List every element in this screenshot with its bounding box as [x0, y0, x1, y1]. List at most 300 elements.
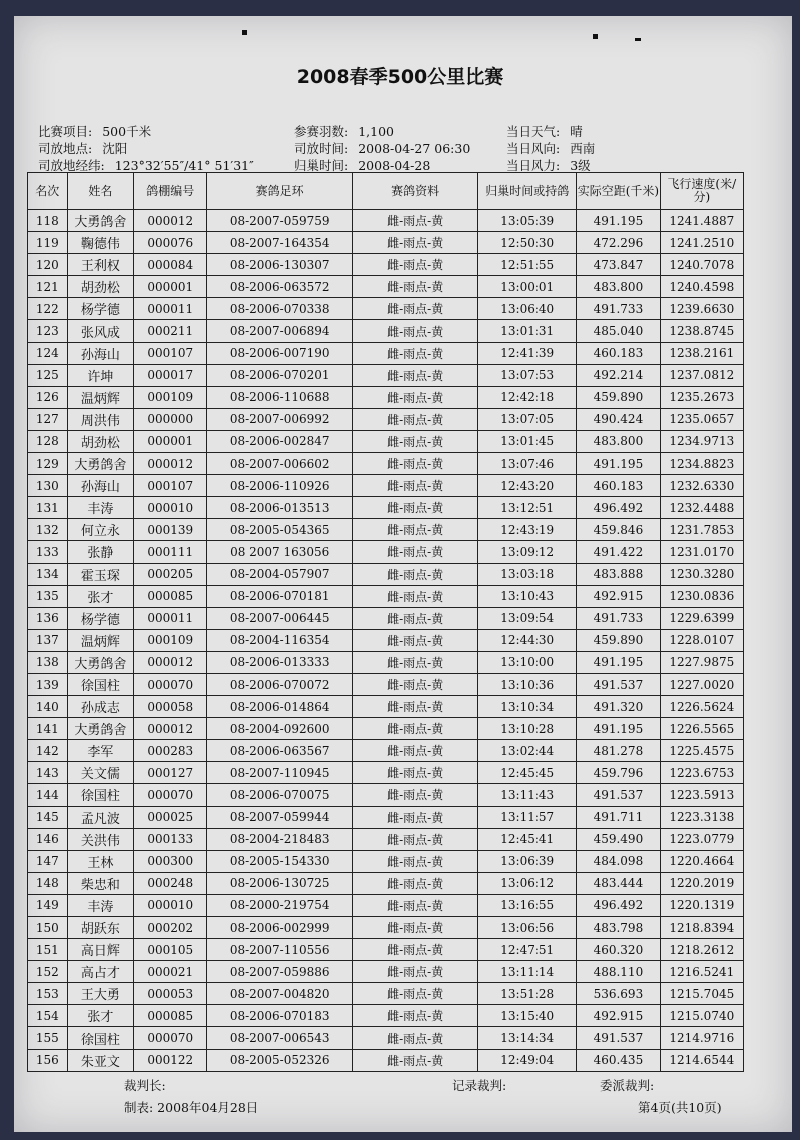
table-cell: 12:41:39: [478, 342, 577, 364]
table-row: [28, 917, 744, 939]
column-header: 姓名: [67, 173, 134, 210]
table-cell: 雌-雨点-黄: [353, 232, 478, 254]
table-cell: 08-2007-006602: [207, 453, 353, 475]
table-cell: 13:10:36: [478, 673, 577, 695]
table-cell: 460.183: [577, 342, 660, 364]
table-cell: 491.195: [577, 453, 660, 475]
table-cell: 12:51:55: [478, 254, 577, 276]
table-cell: 大勇鸽舍: [67, 210, 134, 232]
table-cell: 雌-雨点-黄: [353, 784, 478, 806]
table-cell: 雌-雨点-黄: [353, 894, 478, 916]
table-cell: 000058: [134, 696, 207, 718]
table-cell: 13:07:53: [478, 364, 577, 386]
table-cell: 492.915: [577, 585, 660, 607]
table-cell: 1239.6630: [660, 298, 743, 320]
table-cell: 08-2006-110926: [207, 475, 353, 497]
column-header: 名次: [28, 173, 68, 210]
table-cell: 484.098: [577, 850, 660, 872]
table-cell: 08-2006-070183: [207, 1005, 353, 1027]
table-cell: 135: [28, 585, 68, 607]
table-cell: 000025: [134, 806, 207, 828]
table-cell: 08-2007-164354: [207, 232, 353, 254]
table-row: [28, 320, 744, 342]
table-cell: 492.915: [577, 1005, 660, 1027]
table-cell: 胡劲松: [67, 430, 134, 452]
table-cell: 139: [28, 673, 68, 695]
column-header: 鸽棚编号: [134, 173, 207, 210]
table-cell: 490.424: [577, 408, 660, 430]
table-cell: 1232.4488: [660, 497, 743, 519]
table-cell: 483.800: [577, 430, 660, 452]
table-cell: 雌-雨点-黄: [353, 740, 478, 762]
table-cell: 雌-雨点-黄: [353, 961, 478, 983]
table-cell: 000107: [134, 342, 207, 364]
table-row: [28, 607, 744, 629]
table-row: [28, 651, 744, 673]
table-cell: 雌-雨点-黄: [353, 497, 478, 519]
table-cell: 徐国柱: [67, 784, 134, 806]
table-cell: 496.492: [577, 497, 660, 519]
table-cell: 460.320: [577, 939, 660, 961]
table-cell: 1230.3280: [660, 563, 743, 585]
table-cell: 08-2004-218483: [207, 828, 353, 850]
table-cell: 000053: [134, 983, 207, 1005]
scan-mark: [242, 30, 247, 35]
table-cell: 483.888: [577, 563, 660, 585]
table-cell: 143: [28, 762, 68, 784]
table-cell: 000001: [134, 276, 207, 298]
table-cell: 000085: [134, 585, 207, 607]
table-row: [28, 1049, 744, 1071]
table-cell: 000202: [134, 917, 207, 939]
column-header: 赛鸽足环: [207, 173, 353, 210]
table-cell: 08-2007-006992: [207, 408, 353, 430]
table-cell: 大勇鸽舍: [67, 453, 134, 475]
table-cell: 高占才: [67, 961, 134, 983]
table-cell: 1235.0657: [660, 408, 743, 430]
table-cell: 136: [28, 607, 68, 629]
table-cell: 李军: [67, 740, 134, 762]
table-cell: 118: [28, 210, 68, 232]
table-cell: 08-2007-110556: [207, 939, 353, 961]
table-cell: 460.435: [577, 1049, 660, 1071]
table-cell: 08-2004-057907: [207, 563, 353, 585]
table-cell: 柴忠和: [67, 872, 134, 894]
table-cell: 1241.2510: [660, 232, 743, 254]
table-cell: 138: [28, 651, 68, 673]
table-cell: 13:09:12: [478, 541, 577, 563]
table-cell: 雌-雨点-黄: [353, 983, 478, 1005]
table-cell: 1215.7045: [660, 983, 743, 1005]
table-cell: 08-2007-110945: [207, 762, 353, 784]
table-cell: 大勇鸽舍: [67, 651, 134, 673]
table-cell: 孙海山: [67, 342, 134, 364]
table-cell: 孟凡波: [67, 806, 134, 828]
table-cell: 000127: [134, 762, 207, 784]
table-cell: 08-2007-006894: [207, 320, 353, 342]
table-cell: 08-2006-070201: [207, 364, 353, 386]
table-cell: 08-2006-130725: [207, 872, 353, 894]
table-cell: 459.796: [577, 762, 660, 784]
table-cell: 1226.5624: [660, 696, 743, 718]
table-cell: 08-2006-014864: [207, 696, 353, 718]
table-cell: 1220.4664: [660, 850, 743, 872]
table-cell: 13:01:31: [478, 320, 577, 342]
table-cell: 1214.6544: [660, 1049, 743, 1071]
table-cell: 杨学德: [67, 607, 134, 629]
table-cell: 孙海山: [67, 475, 134, 497]
table-cell: 1223.5913: [660, 784, 743, 806]
table-cell: 483.444: [577, 872, 660, 894]
table-cell: 08-2005-052326: [207, 1049, 353, 1071]
table-cell: 491.537: [577, 673, 660, 695]
table-cell: 1234.8823: [660, 453, 743, 475]
table-cell: 1241.4887: [660, 210, 743, 232]
meta-coordinates: 司放地经纬: 123°32′55″/41° 51′31″: [38, 158, 254, 173]
column-header: 飞行速度(米/分): [660, 173, 743, 210]
table-row: [28, 1027, 744, 1049]
table-cell: 雌-雨点-黄: [353, 342, 478, 364]
table-cell: 119: [28, 232, 68, 254]
table-cell: 雌-雨点-黄: [353, 917, 478, 939]
table-row: [28, 298, 744, 320]
table-cell: 133: [28, 541, 68, 563]
meta-entries: 参赛羽数: 1,100: [294, 124, 395, 139]
table-cell: 1237.0812: [660, 364, 743, 386]
results-table: [27, 172, 744, 1072]
table-row: [28, 342, 744, 364]
table-cell: 152: [28, 961, 68, 983]
table-cell: 雌-雨点-黄: [353, 320, 478, 342]
table-cell: 134: [28, 563, 68, 585]
table-cell: 雌-雨点-黄: [353, 254, 478, 276]
table-cell: 1218.8394: [660, 917, 743, 939]
table-row: [28, 828, 744, 850]
table-cell: 08-2007-059759: [207, 210, 353, 232]
table-cell: 1234.9713: [660, 430, 743, 452]
table-cell: 08-2006-013333: [207, 651, 353, 673]
table-cell: 12:50:30: [478, 232, 577, 254]
table-cell: 13:03:18: [478, 563, 577, 585]
table-cell: 1231.0170: [660, 541, 743, 563]
table-cell: 496.492: [577, 894, 660, 916]
table-cell: 孙成志: [67, 696, 134, 718]
table-cell: 朱亚文: [67, 1049, 134, 1071]
table-cell: 1230.0836: [660, 585, 743, 607]
table-cell: 13:06:56: [478, 917, 577, 939]
table-cell: 1215.0740: [660, 1005, 743, 1027]
table-cell: 08-2006-013513: [207, 497, 353, 519]
table-cell: 13:02:44: [478, 740, 577, 762]
table-cell: 13:11:57: [478, 806, 577, 828]
table-cell: 雌-雨点-黄: [353, 541, 478, 563]
table-cell: 155: [28, 1027, 68, 1049]
delegate-label: 委派裁判:: [600, 1078, 655, 1093]
made-date-label: 制表: 2008年04月28日: [124, 1100, 259, 1115]
table-row: [28, 872, 744, 894]
table-cell: 000070: [134, 673, 207, 695]
table-row: [28, 497, 744, 519]
table-cell: 08-2006-063567: [207, 740, 353, 762]
table-cell: 08-2007-006445: [207, 607, 353, 629]
table-cell: 000011: [134, 298, 207, 320]
table-cell: 1223.3138: [660, 806, 743, 828]
table-cell: 13:51:28: [478, 983, 577, 1005]
table-cell: 1231.7853: [660, 519, 743, 541]
table-cell: 459.890: [577, 629, 660, 651]
table-cell: 1227.9875: [660, 651, 743, 673]
table-cell: 08-2006-070072: [207, 673, 353, 695]
table-cell: 雌-雨点-黄: [353, 673, 478, 695]
table-row: [28, 740, 744, 762]
table-cell: 1214.9716: [660, 1027, 743, 1049]
meta-event: 比赛项目: 500千米: [38, 124, 152, 139]
table-cell: 王大勇: [67, 983, 134, 1005]
table-cell: 000211: [134, 320, 207, 342]
table-cell: 胡跃东: [67, 917, 134, 939]
table-cell: 13:15:40: [478, 1005, 577, 1027]
table-cell: 1238.8745: [660, 320, 743, 342]
table-cell: 13:09:54: [478, 607, 577, 629]
table-cell: 张才: [67, 1005, 134, 1027]
table-cell: 霍玉琛: [67, 563, 134, 585]
table-cell: 胡劲松: [67, 276, 134, 298]
table-cell: 12:45:41: [478, 828, 577, 850]
table-cell: 491.537: [577, 1027, 660, 1049]
table-cell: 000109: [134, 629, 207, 651]
table-cell: 13:11:43: [478, 784, 577, 806]
table-cell: 127: [28, 408, 68, 430]
table-cell: 雌-雨点-黄: [353, 806, 478, 828]
table-cell: 491.711: [577, 806, 660, 828]
table-cell: 高日辉: [67, 939, 134, 961]
table-cell: 雌-雨点-黄: [353, 475, 478, 497]
table-cell: 丰涛: [67, 894, 134, 916]
column-header: 实际空距(千米): [577, 173, 660, 210]
table-cell: 08-2007-059886: [207, 961, 353, 983]
table-cell: 000076: [134, 232, 207, 254]
table-cell: 13:01:45: [478, 430, 577, 452]
table-cell: 13:07:05: [478, 408, 577, 430]
table-cell: 1232.6330: [660, 475, 743, 497]
table-cell: 1229.6399: [660, 607, 743, 629]
table-cell: 000012: [134, 651, 207, 673]
table-cell: 1238.2161: [660, 342, 743, 364]
table-cell: 000017: [134, 364, 207, 386]
table-cell: 雌-雨点-黄: [353, 519, 478, 541]
table-cell: 雌-雨点-黄: [353, 607, 478, 629]
table-cell: 000070: [134, 784, 207, 806]
table-cell: 关洪伟: [67, 828, 134, 850]
table-cell: 12:43:19: [478, 519, 577, 541]
table-cell: 148: [28, 872, 68, 894]
table-cell: 08-2007-059944: [207, 806, 353, 828]
table-cell: 472.296: [577, 232, 660, 254]
table-cell: 120: [28, 254, 68, 276]
table-cell: 1227.0020: [660, 673, 743, 695]
table-cell: 08-2005-054365: [207, 519, 353, 541]
table-cell: 雌-雨点-黄: [353, 1049, 478, 1071]
table-cell: 关文儒: [67, 762, 134, 784]
table-cell: 13:00:01: [478, 276, 577, 298]
table-cell: 雌-雨点-黄: [353, 430, 478, 452]
referee-label: 裁判长:: [124, 1078, 166, 1093]
table-cell: 雌-雨点-黄: [353, 828, 478, 850]
table-cell: 124: [28, 342, 68, 364]
table-cell: 雌-雨点-黄: [353, 762, 478, 784]
table-cell: 125: [28, 364, 68, 386]
table-cell: 150: [28, 917, 68, 939]
table-cell: 王林: [67, 850, 134, 872]
table-cell: 130: [28, 475, 68, 497]
table-row: [28, 210, 744, 232]
table-row: [28, 629, 744, 651]
meta-release-place: 司放地点: 沈阳: [38, 141, 128, 156]
table-cell: 491.195: [577, 718, 660, 740]
table-cell: 1220.1319: [660, 894, 743, 916]
table-body: [28, 210, 744, 1072]
table-cell: 459.490: [577, 828, 660, 850]
table-cell: 137: [28, 629, 68, 651]
table-cell: 雌-雨点-黄: [353, 850, 478, 872]
column-header: 归巢时间或持鸽: [478, 173, 577, 210]
table-cell: 459.846: [577, 519, 660, 541]
table-cell: 13:16:55: [478, 894, 577, 916]
table-row: [28, 718, 744, 740]
table-row: [28, 961, 744, 983]
table-cell: 460.183: [577, 475, 660, 497]
table-row: [28, 696, 744, 718]
meta-wind-direction: 当日风向: 西南: [506, 141, 596, 156]
table-cell: 000070: [134, 1027, 207, 1049]
table-cell: 12:45:45: [478, 762, 577, 784]
table-cell: 08-2006-063572: [207, 276, 353, 298]
table-row: [28, 408, 744, 430]
table-cell: 13:12:51: [478, 497, 577, 519]
table-cell: 491.733: [577, 607, 660, 629]
table-cell: 08-2007-004820: [207, 983, 353, 1005]
table-cell: 雌-雨点-黄: [353, 210, 478, 232]
table-cell: 491.195: [577, 210, 660, 232]
table-cell: 雌-雨点-黄: [353, 1005, 478, 1027]
table-cell: 473.847: [577, 254, 660, 276]
table-cell: 000084: [134, 254, 207, 276]
table-row: [28, 386, 744, 408]
table-cell: 杨学德: [67, 298, 134, 320]
table-cell: 149: [28, 894, 68, 916]
table-cell: 1220.2019: [660, 872, 743, 894]
table-cell: 08-2004-116354: [207, 629, 353, 651]
table-cell: 141: [28, 718, 68, 740]
table-cell: 1218.2612: [660, 939, 743, 961]
table-cell: 491.537: [577, 784, 660, 806]
table-cell: 131: [28, 497, 68, 519]
table-cell: 08-2006-110688: [207, 386, 353, 408]
table-cell: 13:07:46: [478, 453, 577, 475]
table-cell: 雌-雨点-黄: [353, 696, 478, 718]
table-cell: 08-2006-002999: [207, 917, 353, 939]
table-cell: 000011: [134, 607, 207, 629]
table-cell: 08-2007-006543: [207, 1027, 353, 1049]
table-cell: 何立永: [67, 519, 134, 541]
table-cell: 000283: [134, 740, 207, 762]
table-cell: 488.110: [577, 961, 660, 983]
table-cell: 温炳辉: [67, 629, 134, 651]
table-cell: 13:14:34: [478, 1027, 577, 1049]
table-cell: 000107: [134, 475, 207, 497]
table-cell: 126: [28, 386, 68, 408]
table-cell: 13:05:39: [478, 210, 577, 232]
table-cell: 鞠德伟: [67, 232, 134, 254]
table-row: [28, 519, 744, 541]
table-cell: 08-2006-130307: [207, 254, 353, 276]
table-cell: 146: [28, 828, 68, 850]
table-cell: 000012: [134, 210, 207, 232]
meta-wind-force: 当日风力: 3级: [506, 158, 591, 173]
table-cell: 485.040: [577, 320, 660, 342]
page-title: 2008春季500公里比赛: [296, 66, 504, 88]
table-cell: 徐国柱: [67, 673, 134, 695]
table-header-row: [28, 173, 744, 210]
meta-return-time: 归巢时间: 2008-04-28: [294, 158, 431, 173]
table-cell: 144: [28, 784, 68, 806]
table-cell: 雌-雨点-黄: [353, 1027, 478, 1049]
scan-mark: [593, 34, 598, 39]
table-cell: 12:49:04: [478, 1049, 577, 1071]
table-cell: 122: [28, 298, 68, 320]
table-cell: 张静: [67, 541, 134, 563]
table-row: [28, 762, 744, 784]
table-cell: 丰涛: [67, 497, 134, 519]
table-cell: 154: [28, 1005, 68, 1027]
table-cell: 492.214: [577, 364, 660, 386]
table-cell: 12:47:51: [478, 939, 577, 961]
table-cell: 000021: [134, 961, 207, 983]
table-cell: 000012: [134, 453, 207, 475]
table-cell: 151: [28, 939, 68, 961]
recorder-label: 记录裁判:: [452, 1078, 507, 1093]
table-cell: 142: [28, 740, 68, 762]
table-cell: 147: [28, 850, 68, 872]
table-row: [28, 850, 744, 872]
table-cell: 000300: [134, 850, 207, 872]
table-cell: 000105: [134, 939, 207, 961]
table-cell: 雌-雨点-黄: [353, 563, 478, 585]
table-cell: 491.320: [577, 696, 660, 718]
table-cell: 1226.5565: [660, 718, 743, 740]
table-cell: 雌-雨点-黄: [353, 386, 478, 408]
table-cell: 000010: [134, 894, 207, 916]
table-cell: 481.278: [577, 740, 660, 762]
table-cell: 张风成: [67, 320, 134, 342]
table-cell: 08-2006-070181: [207, 585, 353, 607]
table-row: [28, 894, 744, 916]
table-cell: 1223.0779: [660, 828, 743, 850]
table-cell: 12:43:20: [478, 475, 577, 497]
table-cell: 000109: [134, 386, 207, 408]
table-cell: 08-2006-070075: [207, 784, 353, 806]
table-cell: 08-2004-092600: [207, 718, 353, 740]
table-cell: 459.890: [577, 386, 660, 408]
table-cell: 153: [28, 983, 68, 1005]
table-cell: 491.422: [577, 541, 660, 563]
table-row: [28, 939, 744, 961]
table-cell: 1225.4575: [660, 740, 743, 762]
table-cell: 13:10:34: [478, 696, 577, 718]
table-row: [28, 232, 744, 254]
table-row: [28, 784, 744, 806]
table-cell: 13:10:28: [478, 718, 577, 740]
